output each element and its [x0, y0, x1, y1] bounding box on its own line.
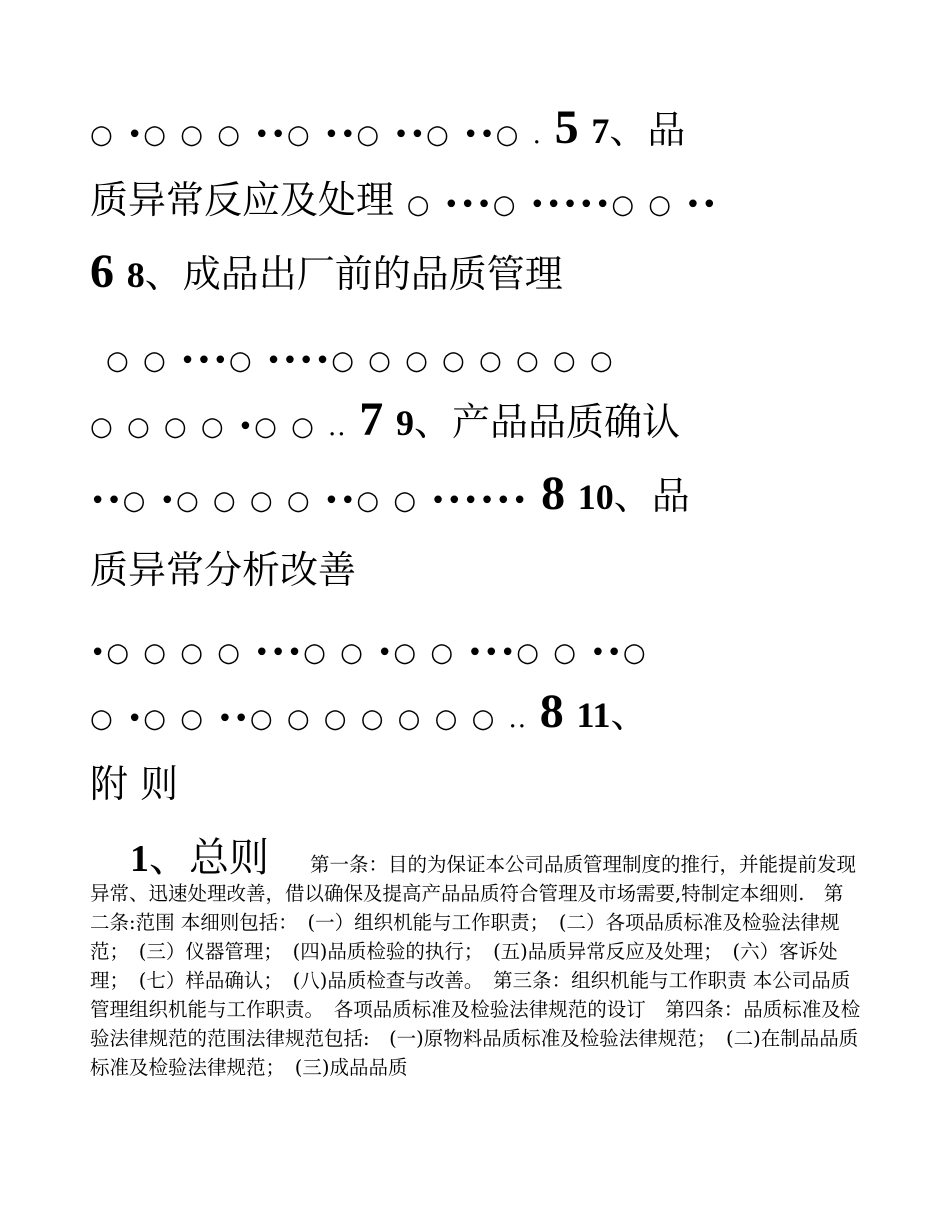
leader-dots: ○ •••○ •••••○ ○ ••: [406, 190, 718, 220]
toc-entry-title: 附 则: [90, 762, 179, 806]
toc-page-number: 8: [539, 685, 564, 738]
toc-entry-title: 、产品品质确认: [414, 400, 681, 444]
toc-line-1: [90, 101, 870, 159]
toc-line-7: [90, 546, 870, 594]
leader-dots: ○ •○ ○ ○ ••○ ••○ ••○ ••○ .: [90, 120, 542, 150]
toc-section-number: 11: [576, 695, 611, 735]
toc-line-6: [90, 467, 870, 525]
toc-page-number: 5: [554, 101, 579, 154]
section-body: 第一条：目的为保证本公司品质管理制度的推行，并能提前发现异常、迅速处理改善，借以确保及提高产品品质符合管理及市场需要,特制定本细则. 第二条:范围 本细则包括： (一）组织机能与工作职责； (二）各项品质标准及检验法律规范； (三）仪器管理； (四)品质检验的执行； (五)品质异常反应及处理； (六）客诉处理； (七）样品确认； (八)品质检查与改善。 第三条：组织机能与工作职责 本公司品质管理组织机能与工作职责。 各项品质标准及检验法律规范的设订 第四条：品质标准及检验法律规范的范围法律规范包括: (一)原物料品质标准及检验法律规范； (二)在制品品质标准及检验法律规范； (三)成品品质: [90, 853, 861, 1079]
leader-dots: ••○ •○ ○ ○ ○ ••○ ○ ••••••: [90, 486, 529, 516]
toc-section-number: 9: [396, 403, 415, 443]
leader-dots: ○ ○ ○ ○ •○ ○ ..: [90, 412, 347, 442]
toc-line-5: [90, 393, 870, 451]
toc-line-9: [90, 685, 870, 743]
section-number: 1: [130, 838, 149, 880]
toc-line-8: [90, 624, 870, 677]
toc-line-10: [90, 760, 870, 808]
toc-line-3: [90, 245, 870, 299]
toc-page-number: 7: [359, 393, 384, 446]
toc-entry-title: 、: [610, 692, 649, 736]
toc-line-4: [106, 332, 886, 385]
toc-entry-title: 、成品出厂前的品质管理: [144, 252, 563, 296]
toc-page-number: 8: [541, 467, 566, 520]
leader-dots: •○ ○ ○ ○ •••○ ○ •○ ○ •••○ ○ ••○: [90, 638, 647, 668]
toc-section-number: 8: [126, 255, 145, 295]
toc-line-2: [90, 176, 870, 229]
toc-section-number: 7: [591, 111, 610, 151]
toc-section-number: 10: [577, 477, 614, 517]
toc-entry-title: 、品: [613, 474, 690, 518]
section-title: 、总则: [149, 835, 269, 881]
toc-entry-title: 质异常分析改善: [90, 548, 357, 592]
leader-dots: ○ ○ •••○ ••••○ ○ ○ ○ ○ ○ ○ ○: [106, 346, 614, 376]
leader-dots: ○ •○ ○ ••○ ○ ○ ○ ○ ○ ○ ..: [90, 704, 528, 734]
toc-entry-title: 质异常反应及处理: [90, 178, 395, 222]
toc-entry-title: 、品: [609, 108, 686, 152]
toc-page-number: 6: [90, 245, 114, 298]
